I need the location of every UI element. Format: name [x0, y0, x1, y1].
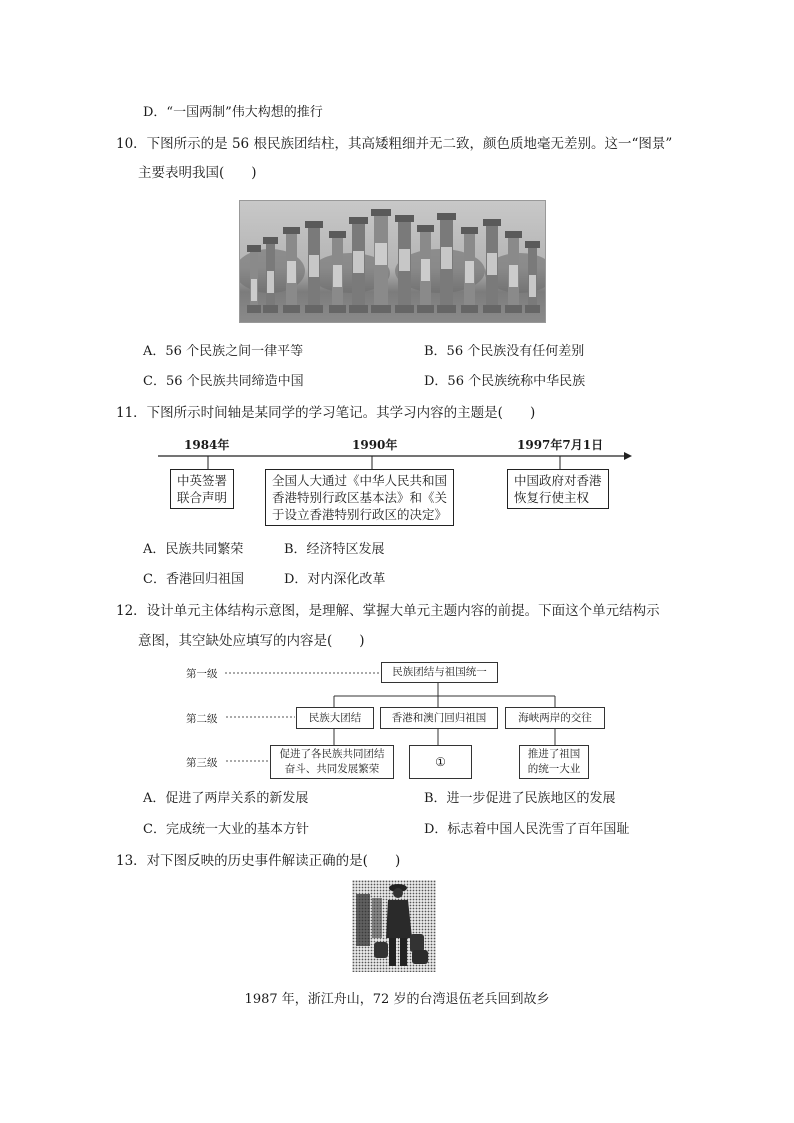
diagram-third-right [519, 745, 589, 779]
column-base [349, 305, 368, 313]
q11-option-a: A．民族共同繁荣 [143, 542, 244, 557]
timeline-event-1997 [507, 469, 609, 509]
column-base [283, 305, 300, 313]
timeline-event-1984 [170, 469, 234, 509]
column-base [329, 305, 346, 313]
column-capital [505, 231, 522, 238]
column-relief [441, 247, 452, 269]
q11-option-d: D．对内深化改革 [284, 572, 386, 587]
column-relief [267, 271, 274, 293]
column-base [263, 305, 278, 313]
column-base [461, 305, 478, 313]
q13-stem: 13．对下图反映的历史事件解读正确的是( ) [116, 853, 401, 869]
q9-option-d: D．“一国两制”伟大构想的推行 [143, 105, 323, 120]
column-capital [461, 227, 478, 234]
column-group [247, 209, 540, 313]
column-relief [251, 279, 257, 301]
column-relief [375, 243, 387, 265]
diagram-third-left [270, 745, 394, 779]
columns-photo [239, 200, 546, 323]
timeline-date-1997: 1997年7月1日 [517, 438, 604, 452]
timeline-date-1990: 1990年 [352, 438, 398, 452]
column-capital [437, 213, 456, 220]
q10-stem-line2: 主要表明我国( ) [138, 165, 257, 181]
q10-option-b: B．56 个民族没有任何差别 [424, 344, 585, 359]
event-line: 香港特别行政区基本法》和《关 [272, 490, 448, 505]
q12-option-a: A．促进了两岸关系的新发展 [143, 791, 309, 806]
q10-stem-line1: 10．下图所示的是 56 根民族团结柱，其高矮粗细并无二致，颜色质地毫无差别。这一“图景” [116, 136, 673, 152]
column-capital [395, 215, 414, 222]
column-capital [305, 221, 323, 228]
q10-option-d: D．56 个民族统称中华民族 [424, 374, 586, 389]
diagram-third-blank: ① [409, 745, 472, 779]
column-base [247, 305, 261, 313]
column-capital [417, 225, 434, 232]
diagram-top: 民族团结与祖国统一 [381, 662, 498, 683]
column-relief [353, 251, 364, 273]
column-relief [529, 275, 536, 297]
timeline-event-1990 [265, 469, 454, 526]
q10-option-c: C．56 个民族共同缔造中国 [143, 374, 304, 389]
q12-stem-line1: 12．设计单元主体结构示意图，是理解、掌握大单元主题内容的前提。下面这个单元结构示 [116, 603, 660, 619]
column-base [371, 305, 391, 313]
box-line: 推进了祖国 [527, 748, 581, 760]
q12-stem-line2: 意图，其空缺处应填写的内容是( ) [138, 633, 365, 649]
column-base [395, 305, 414, 313]
diagram-second-3: 海峡两岸的交往 [505, 707, 605, 729]
event-line: 联合声明 [177, 490, 228, 505]
q12-option-b: B．进一步促进了民族地区的发展 [424, 791, 616, 806]
column-capital [329, 231, 346, 238]
column-relief [333, 265, 342, 287]
diagram-second-2: 香港和澳门回归祖国 [380, 707, 498, 729]
column-base [483, 305, 501, 313]
event-line: 于设立香港特别行政区的决定》 [272, 507, 448, 522]
column-base [505, 305, 522, 313]
q10-option-a: A．56 个民族之间一律平等 [143, 344, 304, 359]
q12-option-c: C．完成统一大业的基本方针 [143, 822, 309, 837]
box-line: 的统一大业 [527, 763, 581, 775]
timeline-date-1984: 1984年 [184, 438, 230, 452]
column-capital [349, 217, 368, 224]
level-1-label: 第一级 [186, 668, 218, 680]
diagram-second-1: 民族大团结 [296, 707, 374, 729]
column-relief [487, 253, 497, 275]
column-relief [465, 261, 474, 283]
column-capital [263, 237, 278, 244]
q11-option-c: C．香港回归祖国 [143, 572, 244, 587]
event-line: 中英签署 [177, 473, 228, 488]
q11-stem: 11．下图所示时间轴是某同学的学习笔记。其学习内容的主题是( ) [116, 405, 536, 421]
q12-option-d: D．标志着中国人民洗雪了百年国耻 [424, 822, 630, 837]
column-base [525, 305, 540, 313]
level-3-label: 第三级 [186, 757, 218, 769]
column-base [437, 305, 456, 313]
column-capital [371, 209, 391, 216]
column-base [417, 305, 434, 313]
column-capital [247, 245, 261, 252]
column-relief [509, 265, 518, 287]
box-line: 奋斗、共同发展繁荣 [284, 763, 380, 775]
column-base [305, 305, 323, 313]
box-line: 促进了各民族共同团结 [279, 748, 385, 760]
column-relief [287, 261, 296, 283]
event-line: 恢复行使主权 [514, 490, 590, 505]
timeline-axis [150, 448, 635, 470]
column-capital [525, 241, 540, 248]
q13-photo-caption: 1987 年，浙江舟山，72 岁的台湾退伍老兵回到故乡 [244, 992, 550, 1007]
event-line: 全国人大通过《中华人民共和国 [272, 473, 448, 488]
column-capital [283, 227, 300, 234]
column-relief [421, 259, 430, 281]
column-capital [483, 219, 501, 226]
q11-option-b: B．经济特区发展 [284, 542, 385, 557]
column-relief [309, 255, 319, 277]
trees [240, 249, 545, 293]
veteran-photo [352, 880, 436, 972]
event-line: 中国政府对香港 [514, 473, 602, 488]
columns-photo-drawing [240, 201, 545, 322]
veteran-silhouette [352, 880, 436, 972]
column-relief [399, 249, 410, 271]
level-2-label: 第二级 [186, 713, 218, 725]
